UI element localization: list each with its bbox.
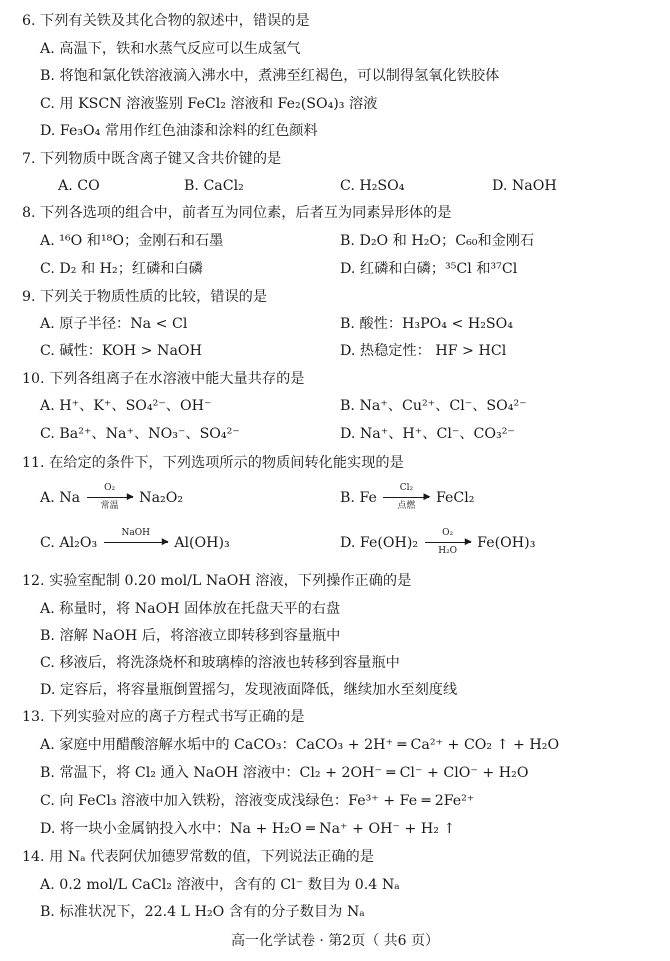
page-footer: 高一化学试卷 · 第2页（ 共6 页） xyxy=(230,933,440,949)
question-11-option-b xyxy=(340,483,475,511)
reaction-arrow-icon: NaOH ▶ xyxy=(104,534,168,552)
question-6-option-c: C. 用 KSCN 溶液鉴别 FeCl₂ 溶液和 Fe₂(SO₄)₃ 溶液 xyxy=(40,96,378,112)
question-11-option-d xyxy=(340,528,536,556)
reaction-arrow-icon: Cl₂ ▶ 点燃 xyxy=(383,489,429,507)
question-13-option-c: C. 向 FeCl₃ 溶液中加入铁粉，溶液变成浅绿色：Fe³⁺ + Fe ═ 2Fe²⁺ xyxy=(40,793,475,809)
product: Na₂O₂ xyxy=(139,490,184,506)
question-7-option-b: B. CaCl₂ xyxy=(184,178,244,194)
question-10-stem: 10. 下列各组离子在水溶液中能大量共存的是 xyxy=(22,371,305,387)
question-9-option-c: C. 碱性：KOH > NaOH xyxy=(40,343,202,359)
question-6-stem: 6. 下列有关铁及其化合物的叙述中，错误的是 xyxy=(22,13,310,29)
question-6-option-b: B. 将饱和氯化铁溶液滴入沸水中，煮沸至红褐色，可以制得氢氧化铁胶体 xyxy=(40,68,500,84)
arrow-condition-below: H₂O xyxy=(438,546,458,556)
question-9-option-b: B. 酸性：H₃PO₄ < H₂SO₄ xyxy=(340,316,513,332)
question-13-option-b: B. 常温下，将 Cl₂ 通入 NaOH 溶液中：Cl₂ + 2OH⁻ ═ Cl⁻ + ClO⁻ + H₂O xyxy=(40,765,529,781)
question-14-option-a: A. 0.2 mol/L CaCl₂ 溶液中，含有的 Cl⁻ 数目为 0.4 Nₐ xyxy=(40,877,400,893)
question-7-option-c: C. H₂SO₄ xyxy=(340,178,405,194)
reactant: B. Fe xyxy=(340,490,377,506)
reactant: A. Na xyxy=(40,490,81,506)
question-10-option-a: A. H⁺、K⁺、SO₄²⁻、OH⁻ xyxy=(40,398,212,414)
product: Al(OH)₃ xyxy=(174,535,230,551)
question-8-option-b: B. D₂O 和 H₂O；C₆₀和金刚石 xyxy=(340,233,535,249)
question-6-option-a: A. 高温下，铁和水蒸气反应可以生成氢气 xyxy=(40,41,301,57)
question-12-option-b: B. 溶解 NaOH 后，将溶液立即转移到容量瓶中 xyxy=(40,628,341,644)
question-8-stem: 8. 下列各选项的组合中，前者互为同位素，后者互为同素异形体的是 xyxy=(22,205,452,221)
arrow-condition-below: 点燃 xyxy=(397,501,416,511)
question-11-option-c xyxy=(40,528,230,552)
question-14-stem: 14. 用 Nₐ 代表阿伏加德罗常数的值，下列说法正确的是 xyxy=(22,849,374,865)
question-10-option-d: D. Na⁺、H⁺、Cl⁻、CO₃²⁻ xyxy=(340,426,515,442)
question-12-stem: 12. 实验室配制 0.20 mol/L NaOH 溶液，下列操作正确的是 xyxy=(22,573,412,589)
question-12-option-d: D. 定容后，将容量瓶倒置摇匀，发现液面降低，继续加水至刻度线 xyxy=(40,682,458,698)
reactant: C. Al₂O₃ xyxy=(40,535,98,551)
question-9-stem: 9. 下列关于物质性质的比较，错误的是 xyxy=(22,289,268,305)
question-7-stem: 7. 下列物质中既含离子键又含共价键的是 xyxy=(22,151,282,167)
question-13-stem: 13. 下列实验对应的离子方程式书写正确的是 xyxy=(22,709,305,725)
reaction-arrow-icon: O₂ ▶ 常温 xyxy=(87,489,133,507)
arrow-condition-below: 常温 xyxy=(100,501,119,511)
arrow-condition-above: NaOH xyxy=(121,528,150,538)
question-7-option-a: A. CO xyxy=(58,178,100,194)
question-11-option-a xyxy=(40,483,184,511)
question-10-option-b: B. Na⁺、Cu²⁺、Cl⁻、SO₄²⁻ xyxy=(340,398,527,414)
reaction-arrow-icon: O₂ ▶ H₂O xyxy=(425,534,471,552)
question-12-option-a: A. 称量时，将 NaOH 固体放在托盘天平的右盘 xyxy=(40,601,341,617)
arrow-condition-above: O₂ xyxy=(104,483,116,493)
question-13-option-d: D. 将一块小金属钠投入水中：Na + H₂O ═ Na⁺ + OH⁻ + H₂ ↑ xyxy=(40,821,456,837)
arrow-condition-above: O₂ xyxy=(442,528,454,538)
question-9-option-d: D. 热稳定性： HF > HCl xyxy=(340,343,507,359)
question-12-option-c: C. 移液后，将洗涤烧杯和玻璃棒的溶液也转移到容量瓶中 xyxy=(40,655,400,671)
arrow-condition-above: Cl₂ xyxy=(399,483,414,493)
question-8-option-d: D. 红磷和白磷；³⁵Cl 和³⁷Cl xyxy=(340,261,518,277)
question-8-option-a: A. ¹⁶O 和¹⁸O；金刚石和石墨 xyxy=(40,233,224,249)
question-8-option-c: C. D₂ 和 H₂；红磷和白磷 xyxy=(40,261,203,277)
product: Fe(OH)₃ xyxy=(477,535,536,551)
reactant: D. Fe(OH)₂ xyxy=(340,535,419,551)
question-6-option-d: D. Fe₃O₄ 常用作红色油漆和涂料的红色颜料 xyxy=(40,123,318,139)
question-14-option-b: B. 标准状况下，22.4 L H₂O 含有的分子数目为 Nₐ xyxy=(40,904,365,920)
question-9-option-a: A. 原子半径：Na < Cl xyxy=(40,316,188,332)
question-11-stem: 11. 在给定的条件下，下列选项所示的物质间转化能实现的是 xyxy=(22,455,404,471)
product: FeCl₂ xyxy=(435,490,475,506)
question-13-option-a: A. 家庭中用醋酸溶解水垢中的 CaCO₃：CaCO₃ + 2H⁺ ═ Ca²⁺ + CO₂ ↑ + H₂O xyxy=(40,737,560,753)
question-10-option-c: C. Ba²⁺、Na⁺、NO₃⁻、SO₄²⁻ xyxy=(40,426,240,442)
question-7-option-d: D. NaOH xyxy=(492,178,557,194)
